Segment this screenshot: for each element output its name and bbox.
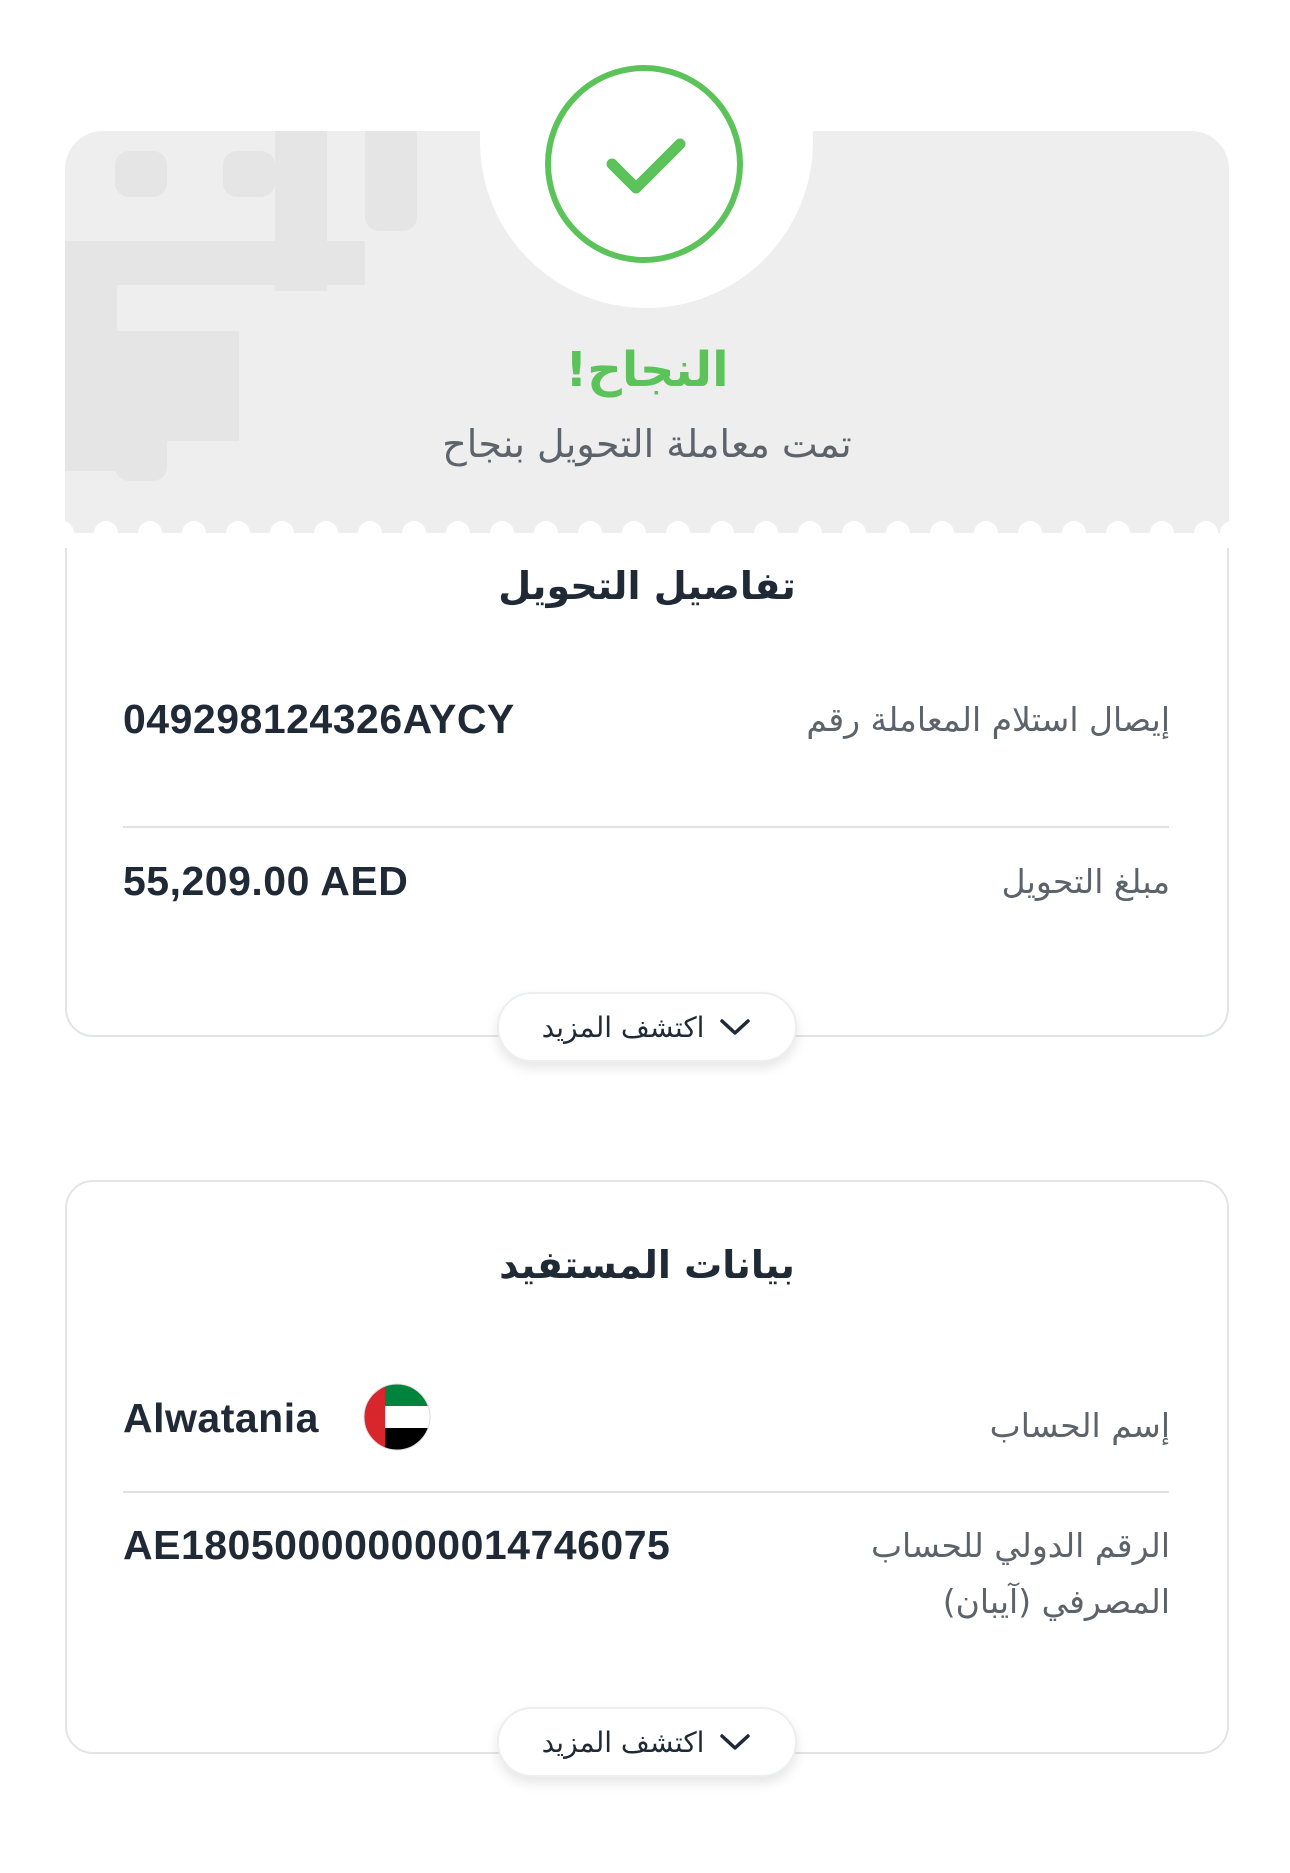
transfer-details-title: تفاصيل التحويل: [498, 564, 796, 608]
divider: [123, 1491, 1169, 1493]
iban-value: AE180500000000014746075: [123, 1522, 671, 1568]
transfer-details-card: [65, 533, 1229, 1037]
decorative-pattern: [65, 131, 485, 541]
discover-more-label: اكتشف المزيد: [541, 1010, 705, 1044]
discover-more-button[interactable]: [497, 992, 797, 1062]
ticket-edge: [65, 518, 1229, 548]
success-subtitle: تمت معاملة التحويل بنجاح: [442, 422, 852, 466]
check-icon: [542, 62, 746, 266]
receipt-number-value: 049298124326AYCY: [123, 696, 515, 742]
success-title: النجاح!: [565, 342, 729, 398]
discover-more-label: اكتشف المزيد: [541, 1725, 705, 1759]
divider: [123, 826, 1169, 828]
uae-flag-icon: [363, 1383, 431, 1451]
transfer-amount-value: 55,209.00 AED: [123, 858, 409, 904]
account-name-label: إسم الحساب: [989, 1406, 1170, 1445]
discover-more-button[interactable]: [497, 1707, 797, 1777]
receipt-number-label: إيصال استلام المعاملة رقم: [806, 700, 1170, 739]
iban-label: الرقم الدولي للحساب المصرفي (آيبان): [870, 1526, 1170, 1621]
transfer-amount-label: مبلغ التحويل: [1001, 862, 1170, 901]
beneficiary-title: بيانات المستفيد: [499, 1243, 795, 1287]
account-name-value: Alwatania: [123, 1395, 319, 1441]
chevron-down-icon: [718, 1731, 752, 1753]
chevron-down-icon: [718, 1016, 752, 1038]
